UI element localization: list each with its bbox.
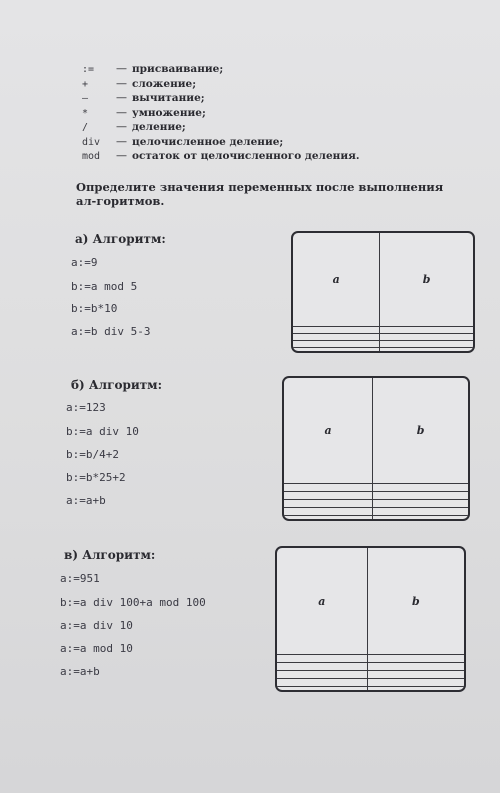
code-line: a:=b div 5-3 bbox=[71, 325, 151, 338]
answer-cell[interactable] bbox=[373, 507, 468, 515]
answer-cell[interactable] bbox=[373, 484, 468, 492]
answer-cell[interactable] bbox=[277, 670, 367, 678]
answer-cell[interactable] bbox=[284, 484, 373, 492]
code-line: a:=a div 10 bbox=[60, 619, 133, 632]
answer-cell[interactable] bbox=[373, 499, 468, 507]
operator-row: mod — остаток от целочисленного деления. bbox=[82, 149, 360, 162]
answer-cell[interactable] bbox=[367, 670, 464, 678]
answer-cell[interactable] bbox=[373, 515, 468, 519]
code-line: a:=a+b bbox=[66, 494, 106, 507]
answer-cell[interactable] bbox=[284, 515, 373, 519]
answer-cell[interactable] bbox=[380, 334, 473, 341]
column-header-a: a bbox=[293, 233, 380, 327]
answer-cell[interactable] bbox=[367, 662, 464, 670]
code-line: a:=9 bbox=[71, 256, 98, 269]
answer-cell[interactable] bbox=[277, 686, 367, 690]
code-line: b:=b/4+2 bbox=[66, 448, 119, 461]
operator-row: * — умножение; bbox=[82, 105, 206, 119]
column-header-b: b bbox=[367, 548, 464, 655]
answer-table-a bbox=[291, 231, 475, 353]
code-line: a:=a mod 10 bbox=[60, 642, 133, 655]
answer-table-c bbox=[275, 546, 466, 692]
code-line: b:=b*10 bbox=[71, 302, 118, 315]
answer-cell[interactable] bbox=[277, 662, 367, 670]
answer-cell[interactable] bbox=[284, 507, 373, 515]
answer-table-b bbox=[282, 376, 470, 521]
answer-cell[interactable] bbox=[367, 678, 464, 686]
operator-row: + — сложение; bbox=[82, 76, 197, 90]
answer-cell[interactable] bbox=[380, 341, 473, 348]
code-line: b:=a mod 5 bbox=[71, 280, 138, 293]
operator-row: div — целочисленное деление; bbox=[82, 134, 284, 148]
answer-cell[interactable] bbox=[277, 655, 367, 663]
operator-row: / — деление; bbox=[82, 120, 186, 133]
code-line: a:=a+b bbox=[60, 665, 100, 678]
task-instruction: Определите значения переменных после выполнения ал-горитмов. bbox=[76, 180, 444, 208]
column-header-a: a bbox=[277, 548, 367, 655]
operator-row: – — вычитание; bbox=[82, 91, 205, 104]
algorithm-b-title: б) Алгоритм: bbox=[71, 378, 163, 392]
algorithm-a-title: а) Алгоритм: bbox=[75, 232, 166, 246]
code-line: b:=a div 100+a mod 100 bbox=[60, 596, 206, 609]
answer-cell[interactable] bbox=[284, 499, 373, 507]
code-line: a:=951 bbox=[60, 572, 100, 585]
answer-cell[interactable] bbox=[367, 655, 464, 663]
answer-cell[interactable] bbox=[293, 327, 380, 334]
answer-cell[interactable] bbox=[284, 492, 373, 500]
answer-cell[interactable] bbox=[373, 492, 468, 500]
answer-cell[interactable] bbox=[293, 334, 380, 341]
answer-cell[interactable] bbox=[367, 686, 464, 690]
code-line: a:=123 bbox=[66, 401, 106, 414]
algorithm-c-title: в) Алгоритм: bbox=[64, 548, 156, 562]
code-line: b:=a div 10 bbox=[66, 425, 139, 438]
answer-cell[interactable] bbox=[293, 341, 380, 348]
column-header-a: a bbox=[284, 378, 373, 484]
operator-legend bbox=[82, 62, 360, 164]
operator-row: := — присваивание; bbox=[82, 62, 224, 75]
column-header-b: b bbox=[380, 233, 473, 327]
answer-cell[interactable] bbox=[380, 327, 473, 334]
column-header-b: b bbox=[373, 378, 468, 484]
answer-cell[interactable] bbox=[277, 678, 367, 686]
answer-cell[interactable] bbox=[380, 348, 473, 351]
code-line: b:=b*25+2 bbox=[66, 471, 126, 484]
answer-cell[interactable] bbox=[293, 348, 380, 351]
